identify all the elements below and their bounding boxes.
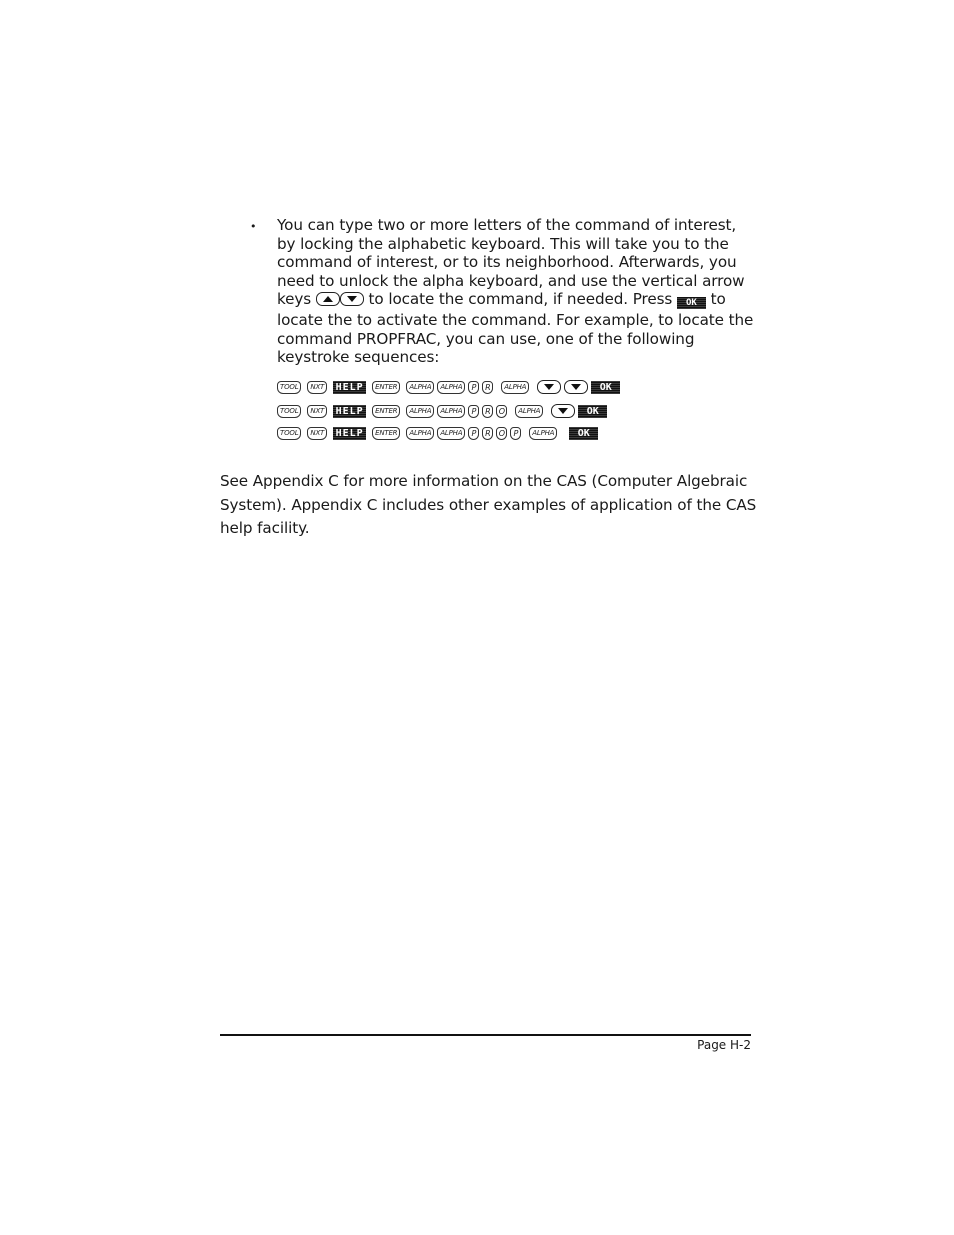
ok-softkey-icon: OK: [569, 427, 598, 440]
down-arrow-key-icon: [537, 380, 561, 394]
up-arrow-key-icon: [316, 292, 340, 311]
keystroke-sequence: [277, 380, 626, 395]
key-tool: TOOL: [277, 427, 301, 440]
ok-softkey-icon: OK: [578, 405, 607, 418]
key-p: P: [510, 427, 521, 440]
down-arrow-key-icon: [551, 404, 575, 418]
help-softkey-icon: HELP: [333, 405, 366, 418]
key-nxt: NXT: [307, 405, 327, 418]
appendix-paragraph: See Appendix C for more information on the CAS (Computer Algebraic System). Appendix C includes other examples of application of the CAS help facility.: [220, 472, 757, 538]
bullet-text-part-2: to locate the command, if needed. Press: [363, 290, 677, 309]
bullet-text-part-1: You can type two or more letters of the command of interest, by locking the alphabetic keyboard. This will take you to the command of interest, or to its neighborhood. Afterwards, you need to unlock the alpha keyboard, and use the vertical arrow keys: [277, 216, 745, 309]
ok-softkey-icon: OK: [591, 381, 620, 394]
key-alpha: ALPHA: [501, 381, 529, 394]
key-p: P: [468, 427, 479, 440]
down-arrow-key-icon: [564, 380, 588, 394]
key-alpha: ALPHA: [515, 405, 543, 418]
key-alpha: ALPHA: [529, 427, 557, 440]
help-softkey-icon: HELP: [333, 427, 366, 440]
down-arrow-key-icon: [340, 292, 364, 311]
bullet-item: [248, 216, 758, 367]
key-enter: ENTER: [372, 381, 400, 394]
key-r: R: [482, 427, 493, 440]
bullet-marker: •: [250, 220, 257, 233]
key-o: O: [496, 405, 507, 418]
key-p: P: [468, 405, 479, 418]
key-alpha: ALPHA: [406, 405, 434, 418]
key-nxt: NXT: [307, 427, 327, 440]
key-enter: ENTER: [372, 405, 400, 418]
key-tool: TOOL: [277, 381, 301, 394]
key-alpha: ALPHA: [406, 427, 434, 440]
key-r: R: [482, 381, 493, 394]
keystroke-sequence: [277, 404, 613, 419]
bullet-text: [277, 216, 758, 367]
key-alpha: ALPHA: [437, 381, 465, 394]
bullet-text-part-3: to locate the to activate the command. For example, to locate the command PROPFRAC, you can use, one of the following keystroke sequences:: [277, 290, 754, 367]
key-alpha: ALPHA: [437, 405, 465, 418]
page-number: Page H-2: [697, 1038, 751, 1052]
keystroke-sequence: [277, 427, 604, 442]
key-o: O: [496, 427, 507, 440]
key-r: R: [482, 405, 493, 418]
footer-rule: [220, 1034, 751, 1036]
key-p: P: [468, 381, 479, 394]
key-enter: ENTER: [372, 427, 400, 440]
key-tool: TOOL: [277, 405, 301, 418]
key-alpha: ALPHA: [406, 381, 434, 394]
ok-softkey-icon: OK: [677, 297, 706, 309]
key-alpha: ALPHA: [437, 427, 465, 440]
key-nxt: NXT: [307, 381, 327, 394]
help-softkey-icon: HELP: [333, 381, 366, 394]
